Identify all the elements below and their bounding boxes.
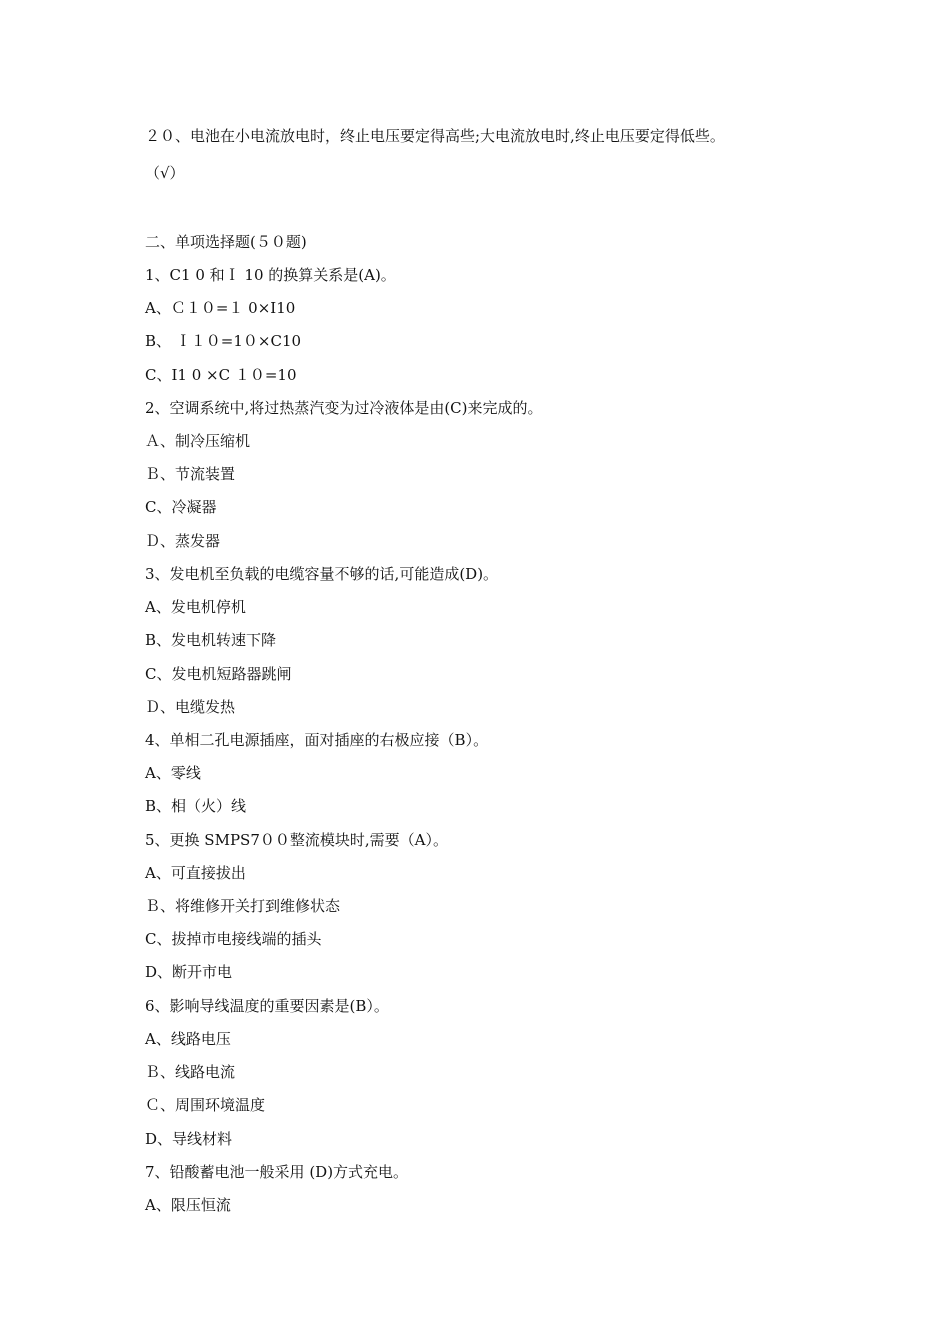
- question-6-option-b: Ｂ、线路电流: [145, 1063, 236, 1081]
- question-5-option-b: Ｂ、将维修开关打到维修状态: [145, 897, 341, 915]
- question-3-option-a: A、发电机停机: [145, 598, 246, 616]
- answer-20-mark: （√）: [145, 164, 185, 182]
- question-2: 2、空调系统中,将过热蒸汽变为过冷液体是由(C)来完成的。: [145, 399, 543, 417]
- question-1: 1、C1 0 和Ｉ 10 的换算关系是(A)。: [145, 266, 396, 284]
- question-3-option-c: C、发电机短路器跳闸: [145, 665, 292, 683]
- question-4-option-a: A、零线: [145, 764, 201, 782]
- question-7: 7、铅酸蓄电池一般采用 (D)方式充电。: [145, 1163, 409, 1181]
- question-2-option-d: Ｄ、蒸发器: [145, 532, 221, 550]
- question-2-option-a: Ａ、制冷压缩机: [145, 432, 251, 450]
- question-5-option-c: C、拔掉市电接线端的插头: [145, 930, 322, 948]
- question-3: 3、发电机至负载的电缆容量不够的话,可能造成(D)。: [145, 565, 499, 583]
- question-3-option-b: B、发电机转速下降: [145, 631, 277, 649]
- question-5: 5、更换 SMPS7００整流模块时,需要（A）。: [145, 831, 448, 849]
- question-1-option-a: A、Ｃ１０=１ 0×I10: [145, 299, 296, 317]
- question-5-option-d: D、断开市电: [145, 963, 233, 981]
- question-4-option-b: B、相（火）线: [145, 797, 247, 815]
- section-heading: 二、单项选择题(５０题): [145, 233, 307, 251]
- question-6-option-c: Ｃ、周围环境温度: [145, 1096, 266, 1114]
- question-5-option-a: A、可直接拔出: [145, 864, 246, 882]
- question-6: 6、影响导线温度的重要因素是(B）。: [145, 997, 389, 1015]
- question-6-option-a: A、线路电压: [145, 1030, 231, 1048]
- question-2-option-b: Ｂ、节流装置: [145, 465, 236, 483]
- question-1-option-b: B、 Ｉ１０=1０×C10: [145, 332, 302, 350]
- question-3-option-d: Ｄ、电缆发热: [145, 698, 236, 716]
- answer-20-statement: ２０、电池在小电流放电时，终止电压要定得高些;大电流放电时,终止电压要定得低些。: [145, 127, 725, 145]
- question-2-option-c: C、冷凝器: [145, 498, 217, 516]
- question-7-option-a: A、限压恒流: [145, 1196, 231, 1214]
- question-4: 4、单相二孔电源插座，面对插座的右极应接（B）。: [145, 731, 489, 749]
- question-6-option-d: D、导线材料: [145, 1130, 233, 1148]
- question-1-option-c: C、I1 0 ×C １０=10: [145, 366, 297, 384]
